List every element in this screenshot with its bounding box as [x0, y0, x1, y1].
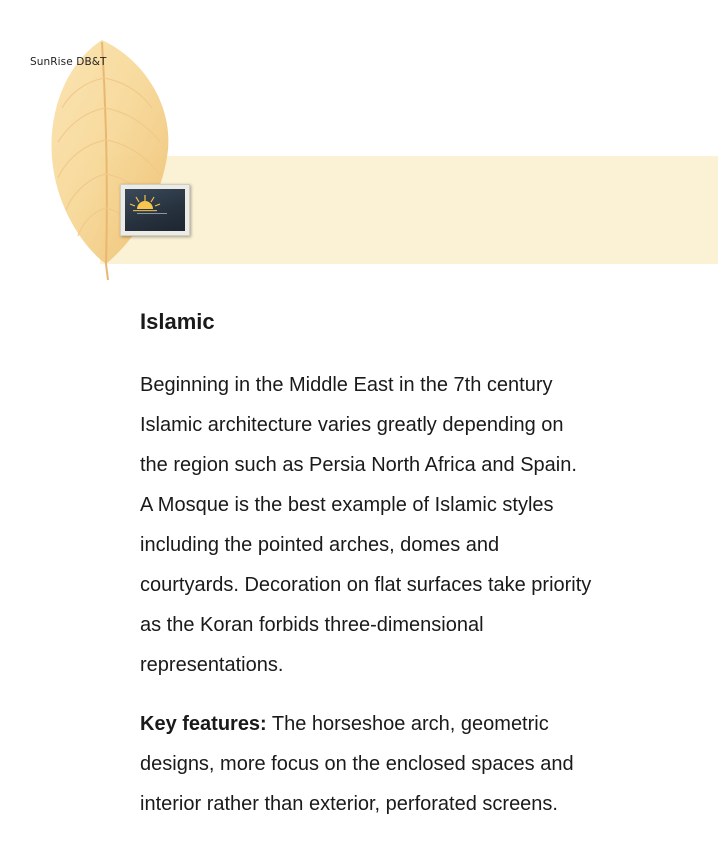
paragraph-line: as the Koran forbids three-dimensional — [140, 614, 484, 636]
article — [140, 306, 680, 824]
sunrise-logo-stamp-icon — [120, 184, 190, 236]
sunrise-icon — [125, 189, 185, 231]
brand-name: SunRise DB&T — [30, 56, 107, 68]
paragraph-line: the region such as Persia North Africa and Spain. — [140, 454, 577, 476]
page-title: Islamic — [140, 309, 215, 334]
paragraph-line: interior rather than exterior, perforated screens. — [140, 793, 558, 815]
description-paragraph — [140, 365, 680, 685]
header-band — [100, 156, 718, 264]
paragraph-line: designs, more focus on the enclosed spaces and — [140, 753, 574, 775]
key-features-paragraph — [140, 704, 680, 824]
paragraph-line: including the pointed arches, domes and — [140, 534, 500, 556]
leaf-image — [44, 38, 174, 282]
paragraph-line: courtyards. Decoration on flat surfaces take priority — [140, 574, 592, 596]
paragraph-line: Beginning in the Middle East in the 7th century — [140, 374, 553, 396]
paragraph-line: representations. — [140, 654, 284, 676]
paragraph-line: A Mosque is the best example of Islamic styles — [140, 494, 554, 516]
paragraph-line: The horseshoe arch, geometric — [266, 713, 549, 735]
key-features-label: Key features: — [140, 713, 267, 735]
paragraph-line: Islamic architecture varies greatly depending on — [140, 414, 564, 436]
